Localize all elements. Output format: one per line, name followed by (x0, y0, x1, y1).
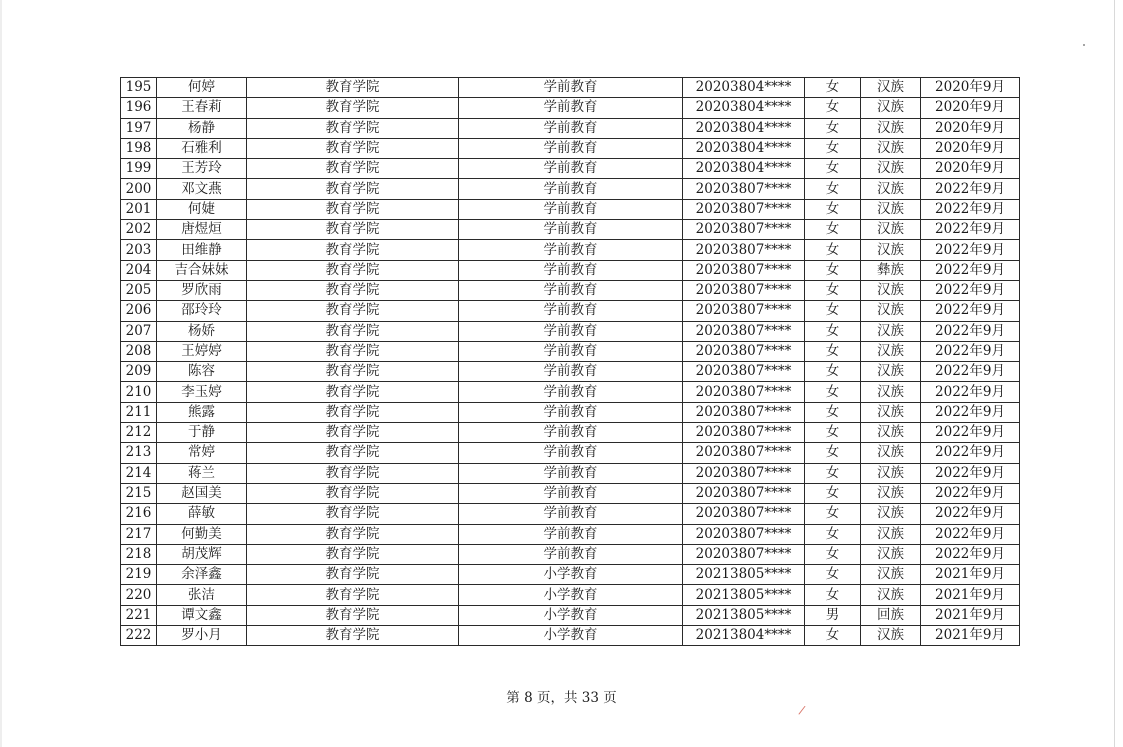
gender-cell: 女 (805, 199, 861, 219)
student-name-cell: 邵玲玲 (157, 301, 247, 321)
college-cell: 教育学院 (247, 179, 459, 199)
enrollment-date-cell: 2022年9月 (921, 382, 1020, 402)
row-number-cell: 209 (121, 362, 157, 382)
enrollment-date-cell: 2021年9月 (921, 605, 1020, 625)
table-row (121, 443, 1020, 463)
gender-cell: 女 (805, 565, 861, 585)
page-footer: 第 8 页，共 33 页 (506, 690, 617, 706)
student-name-cell: 余泽鑫 (157, 565, 247, 585)
scan-dot (1083, 44, 1085, 46)
row-number-cell: 213 (121, 443, 157, 463)
major-cell: 学前教育 (459, 240, 683, 260)
enrollment-date-cell: 2022年9月 (921, 321, 1020, 341)
ethnicity-cell: 汉族 (861, 483, 921, 503)
table-row (121, 118, 1020, 138)
college-cell: 教育学院 (247, 280, 459, 300)
student-id-cell: 20213805**** (683, 585, 805, 605)
table-row (121, 423, 1020, 443)
major-cell: 学前教育 (459, 138, 683, 158)
student-name-cell: 于静 (157, 423, 247, 443)
gender-cell: 女 (805, 504, 861, 524)
major-cell: 学前教育 (459, 504, 683, 524)
student-name-cell: 吉合妹妹 (157, 260, 247, 280)
ethnicity-cell: 汉族 (861, 98, 921, 118)
major-cell: 学前教育 (459, 280, 683, 300)
student-name-cell: 田维静 (157, 240, 247, 260)
row-number-cell: 219 (121, 565, 157, 585)
gender-cell: 女 (805, 362, 861, 382)
scan-left-edge (0, 0, 2, 747)
gender-cell: 女 (805, 544, 861, 564)
ethnicity-cell: 汉族 (861, 362, 921, 382)
ethnicity-cell: 汉族 (861, 301, 921, 321)
student-id-cell: 20203807**** (683, 504, 805, 524)
enrollment-date-cell: 2021年9月 (921, 626, 1020, 646)
student-name-cell: 胡茂辉 (157, 544, 247, 564)
enrollment-date-cell: 2022年9月 (921, 423, 1020, 443)
gender-cell: 女 (805, 626, 861, 646)
ethnicity-cell: 汉族 (861, 220, 921, 240)
student-name-cell: 杨娇 (157, 321, 247, 341)
ethnicity-cell: 汉族 (861, 626, 921, 646)
student-id-cell: 20203807**** (683, 544, 805, 564)
row-number-cell: 195 (121, 78, 157, 98)
ethnicity-cell: 汉族 (861, 159, 921, 179)
ethnicity-cell: 汉族 (861, 423, 921, 443)
gender-cell: 女 (805, 463, 861, 483)
student-name-cell: 罗欣雨 (157, 280, 247, 300)
enrollment-date-cell: 2022年9月 (921, 504, 1020, 524)
ethnicity-cell: 汉族 (861, 199, 921, 219)
ethnicity-cell: 汉族 (861, 565, 921, 585)
table-row (121, 341, 1020, 361)
major-cell: 学前教育 (459, 199, 683, 219)
major-cell: 学前教育 (459, 382, 683, 402)
ethnicity-cell: 彝族 (861, 260, 921, 280)
ethnicity-cell: 汉族 (861, 524, 921, 544)
gender-cell: 女 (805, 118, 861, 138)
table-row (121, 626, 1020, 646)
student-roster-table (120, 77, 1020, 646)
gender-cell: 女 (805, 402, 861, 422)
student-name-cell: 蒋兰 (157, 463, 247, 483)
row-number-cell: 218 (121, 544, 157, 564)
college-cell: 教育学院 (247, 138, 459, 158)
student-id-cell: 20203807**** (683, 280, 805, 300)
gender-cell: 女 (805, 78, 861, 98)
row-number-cell: 212 (121, 423, 157, 443)
row-number-cell: 204 (121, 260, 157, 280)
row-number-cell: 197 (121, 118, 157, 138)
student-id-cell: 20203807**** (683, 443, 805, 463)
gender-cell: 女 (805, 524, 861, 544)
row-number-cell: 206 (121, 301, 157, 321)
ethnicity-cell: 汉族 (861, 280, 921, 300)
ethnicity-cell: 汉族 (861, 341, 921, 361)
table-row (121, 585, 1020, 605)
row-number-cell: 200 (121, 179, 157, 199)
enrollment-date-cell: 2022年9月 (921, 524, 1020, 544)
ethnicity-cell: 汉族 (861, 585, 921, 605)
pen-mark: / (797, 702, 807, 718)
major-cell: 小学教育 (459, 626, 683, 646)
student-id-cell: 20203807**** (683, 341, 805, 361)
ethnicity-cell: 汉族 (861, 463, 921, 483)
college-cell: 教育学院 (247, 118, 459, 138)
gender-cell: 女 (805, 443, 861, 463)
gender-cell: 女 (805, 382, 861, 402)
table-row (121, 78, 1020, 98)
row-number-cell: 220 (121, 585, 157, 605)
college-cell: 教育学院 (247, 565, 459, 585)
ethnicity-cell: 汉族 (861, 544, 921, 564)
enrollment-date-cell: 2022年9月 (921, 443, 1020, 463)
student-id-cell: 20203807**** (683, 463, 805, 483)
student-id-cell: 20203807**** (683, 524, 805, 544)
enrollment-date-cell: 2022年9月 (921, 199, 1020, 219)
student-name-cell: 陈容 (157, 362, 247, 382)
college-cell: 教育学院 (247, 524, 459, 544)
student-id-cell: 20203804**** (683, 159, 805, 179)
college-cell: 教育学院 (247, 504, 459, 524)
major-cell: 学前教育 (459, 78, 683, 98)
enrollment-date-cell: 2022年9月 (921, 301, 1020, 321)
student-id-cell: 20203804**** (683, 78, 805, 98)
gender-cell: 女 (805, 585, 861, 605)
student-id-cell: 20203807**** (683, 382, 805, 402)
row-number-cell: 198 (121, 138, 157, 158)
student-name-cell: 赵国美 (157, 483, 247, 503)
row-number-cell: 211 (121, 402, 157, 422)
table-row (121, 524, 1020, 544)
table-row (121, 98, 1020, 118)
table-row (121, 402, 1020, 422)
table-row (121, 362, 1020, 382)
table-row (121, 240, 1020, 260)
student-id-cell: 20203807**** (683, 483, 805, 503)
student-id-cell: 20213805**** (683, 605, 805, 625)
table-row (121, 301, 1020, 321)
college-cell: 教育学院 (247, 463, 459, 483)
table-row (121, 463, 1020, 483)
enrollment-date-cell: 2020年9月 (921, 159, 1020, 179)
major-cell: 学前教育 (459, 483, 683, 503)
enrollment-date-cell: 2022年9月 (921, 341, 1020, 361)
college-cell: 教育学院 (247, 220, 459, 240)
gender-cell: 女 (805, 220, 861, 240)
row-number-cell: 221 (121, 605, 157, 625)
college-cell: 教育学院 (247, 626, 459, 646)
major-cell: 学前教育 (459, 402, 683, 422)
table-row (121, 382, 1020, 402)
row-number-cell: 208 (121, 341, 157, 361)
enrollment-date-cell: 2020年9月 (921, 138, 1020, 158)
student-name-cell: 何婷 (157, 78, 247, 98)
enrollment-date-cell: 2022年9月 (921, 260, 1020, 280)
college-cell: 教育学院 (247, 199, 459, 219)
college-cell: 教育学院 (247, 260, 459, 280)
student-id-cell: 20203807**** (683, 260, 805, 280)
table-row (121, 179, 1020, 199)
student-id-cell: 20203807**** (683, 301, 805, 321)
enrollment-date-cell: 2021年9月 (921, 585, 1020, 605)
student-name-cell: 张洁 (157, 585, 247, 605)
gender-cell: 女 (805, 341, 861, 361)
row-number-cell: 201 (121, 199, 157, 219)
enrollment-date-cell: 2022年9月 (921, 179, 1020, 199)
table-row (121, 544, 1020, 564)
college-cell: 教育学院 (247, 159, 459, 179)
student-name-cell: 王婷婷 (157, 341, 247, 361)
enrollment-date-cell: 2020年9月 (921, 98, 1020, 118)
student-name-cell: 王春莉 (157, 98, 247, 118)
row-number-cell: 210 (121, 382, 157, 402)
row-number-cell: 205 (121, 280, 157, 300)
college-cell: 教育学院 (247, 585, 459, 605)
enrollment-date-cell: 2022年9月 (921, 280, 1020, 300)
row-number-cell: 217 (121, 524, 157, 544)
college-cell: 教育学院 (247, 301, 459, 321)
student-id-cell: 20203804**** (683, 118, 805, 138)
student-name-cell: 李玉婷 (157, 382, 247, 402)
student-id-cell: 20203807**** (683, 199, 805, 219)
major-cell: 学前教育 (459, 179, 683, 199)
student-name-cell: 薛敏 (157, 504, 247, 524)
ethnicity-cell: 汉族 (861, 443, 921, 463)
table-row (121, 483, 1020, 503)
major-cell: 学前教育 (459, 544, 683, 564)
enrollment-date-cell: 2022年9月 (921, 220, 1020, 240)
student-name-cell: 王芳玲 (157, 159, 247, 179)
gender-cell: 女 (805, 483, 861, 503)
gender-cell: 女 (805, 280, 861, 300)
student-id-cell: 20203807**** (683, 362, 805, 382)
enrollment-date-cell: 2020年9月 (921, 118, 1020, 138)
college-cell: 教育学院 (247, 544, 459, 564)
gender-cell: 女 (805, 260, 861, 280)
ethnicity-cell: 汉族 (861, 138, 921, 158)
student-id-cell: 20203804**** (683, 138, 805, 158)
enrollment-date-cell: 2022年9月 (921, 240, 1020, 260)
row-number-cell: 199 (121, 159, 157, 179)
major-cell: 学前教育 (459, 220, 683, 240)
table-row (121, 565, 1020, 585)
ethnicity-cell: 汉族 (861, 240, 921, 260)
major-cell: 学前教育 (459, 443, 683, 463)
student-id-cell: 20203804**** (683, 98, 805, 118)
enrollment-date-cell: 2020年9月 (921, 78, 1020, 98)
enrollment-date-cell: 2022年9月 (921, 483, 1020, 503)
gender-cell: 女 (805, 423, 861, 443)
college-cell: 教育学院 (247, 78, 459, 98)
major-cell: 学前教育 (459, 321, 683, 341)
roster-body (121, 78, 1020, 646)
table-row (121, 280, 1020, 300)
table-row (121, 605, 1020, 625)
row-number-cell: 203 (121, 240, 157, 260)
college-cell: 教育学院 (247, 321, 459, 341)
enrollment-date-cell: 2022年9月 (921, 544, 1020, 564)
table-row (121, 260, 1020, 280)
gender-cell: 女 (805, 321, 861, 341)
row-number-cell: 222 (121, 626, 157, 646)
major-cell: 学前教育 (459, 159, 683, 179)
ethnicity-cell: 汉族 (861, 382, 921, 402)
table-row (121, 138, 1020, 158)
ethnicity-cell: 汉族 (861, 504, 921, 524)
student-id-cell: 20203807**** (683, 179, 805, 199)
gender-cell: 女 (805, 98, 861, 118)
major-cell: 学前教育 (459, 524, 683, 544)
student-name-cell: 唐煜烜 (157, 220, 247, 240)
major-cell: 学前教育 (459, 423, 683, 443)
ethnicity-cell: 汉族 (861, 321, 921, 341)
major-cell: 学前教育 (459, 463, 683, 483)
gender-cell: 女 (805, 138, 861, 158)
student-id-cell: 20203807**** (683, 240, 805, 260)
college-cell: 教育学院 (247, 240, 459, 260)
major-cell: 小学教育 (459, 605, 683, 625)
student-name-cell: 熊露 (157, 402, 247, 422)
college-cell: 教育学院 (247, 382, 459, 402)
gender-cell: 女 (805, 240, 861, 260)
gender-cell: 女 (805, 159, 861, 179)
student-name-cell: 何勤美 (157, 524, 247, 544)
student-id-cell: 20203807**** (683, 220, 805, 240)
enrollment-date-cell: 2022年9月 (921, 362, 1020, 382)
student-name-cell: 何婕 (157, 199, 247, 219)
major-cell: 学前教育 (459, 118, 683, 138)
major-cell: 小学教育 (459, 565, 683, 585)
student-id-cell: 20203807**** (683, 321, 805, 341)
student-name-cell: 邓文燕 (157, 179, 247, 199)
row-number-cell: 215 (121, 483, 157, 503)
college-cell: 教育学院 (247, 605, 459, 625)
ethnicity-cell: 汉族 (861, 179, 921, 199)
student-name-cell: 杨静 (157, 118, 247, 138)
table-row (121, 220, 1020, 240)
college-cell: 教育学院 (247, 98, 459, 118)
student-name-cell: 石雅利 (157, 138, 247, 158)
major-cell: 小学教育 (459, 585, 683, 605)
student-name-cell: 常婷 (157, 443, 247, 463)
college-cell: 教育学院 (247, 341, 459, 361)
major-cell: 学前教育 (459, 301, 683, 321)
row-number-cell: 207 (121, 321, 157, 341)
gender-cell: 男 (805, 605, 861, 625)
table-row (121, 159, 1020, 179)
enrollment-date-cell: 2022年9月 (921, 402, 1020, 422)
major-cell: 学前教育 (459, 362, 683, 382)
ethnicity-cell: 汉族 (861, 118, 921, 138)
row-number-cell: 196 (121, 98, 157, 118)
student-name-cell: 罗小月 (157, 626, 247, 646)
college-cell: 教育学院 (247, 483, 459, 503)
enrollment-date-cell: 2021年9月 (921, 565, 1020, 585)
ethnicity-cell: 回族 (861, 605, 921, 625)
gender-cell: 女 (805, 179, 861, 199)
ethnicity-cell: 汉族 (861, 78, 921, 98)
gender-cell: 女 (805, 301, 861, 321)
table-row (121, 504, 1020, 524)
table-row (121, 199, 1020, 219)
student-id-cell: 20203807**** (683, 423, 805, 443)
student-id-cell: 20213804**** (683, 626, 805, 646)
college-cell: 教育学院 (247, 362, 459, 382)
row-number-cell: 202 (121, 220, 157, 240)
student-id-cell: 20213805**** (683, 565, 805, 585)
enrollment-date-cell: 2022年9月 (921, 463, 1020, 483)
ethnicity-cell: 汉族 (861, 402, 921, 422)
scan-right-edge (1114, 0, 1115, 747)
row-number-cell: 214 (121, 463, 157, 483)
major-cell: 学前教育 (459, 260, 683, 280)
major-cell: 学前教育 (459, 341, 683, 361)
row-number-cell: 216 (121, 504, 157, 524)
major-cell: 学前教育 (459, 98, 683, 118)
college-cell: 教育学院 (247, 423, 459, 443)
table-row (121, 321, 1020, 341)
student-name-cell: 谭文鑫 (157, 605, 247, 625)
student-id-cell: 20203807**** (683, 402, 805, 422)
college-cell: 教育学院 (247, 443, 459, 463)
college-cell: 教育学院 (247, 402, 459, 422)
